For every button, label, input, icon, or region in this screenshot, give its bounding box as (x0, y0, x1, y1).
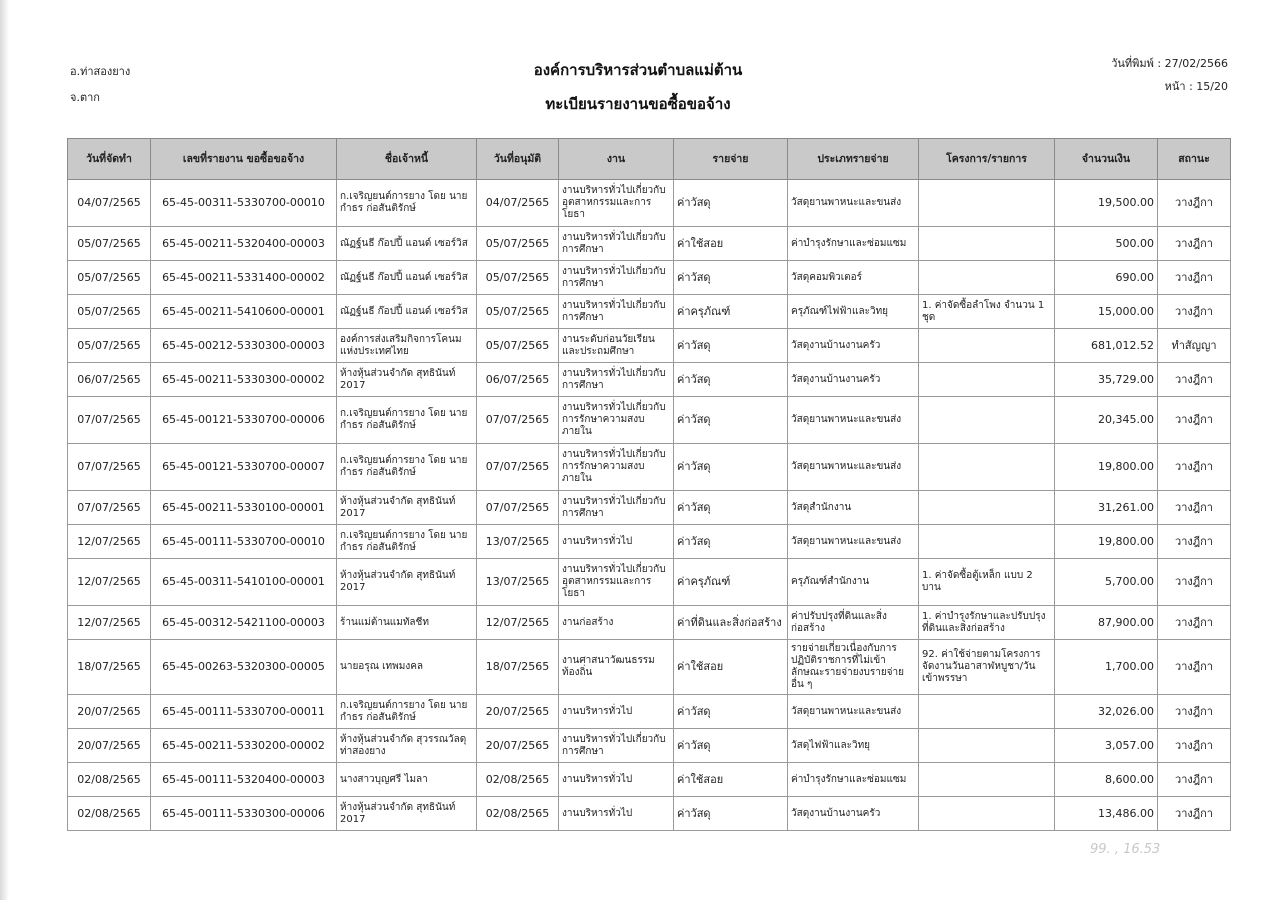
cell-date: 12/07/2565 (68, 525, 151, 559)
col-header-amount: จำนวนเงิน (1055, 139, 1158, 180)
cell-date: 07/07/2565 (68, 397, 151, 444)
cell-work: งานบริหารทั่วไปเกี่ยวกับการศึกษา (559, 227, 674, 261)
cell-status: วางฎีกา (1158, 227, 1231, 261)
cell-amount: 19,800.00 (1055, 525, 1158, 559)
cell-amount: 1,700.00 (1055, 640, 1158, 695)
register-table (67, 138, 1231, 831)
cell-approved: 07/07/2565 (477, 491, 559, 525)
cell-approved: 05/07/2565 (477, 261, 559, 295)
cell-project (919, 261, 1055, 295)
table-body (68, 180, 1231, 831)
cell-expense: ค่าวัสดุ (674, 797, 788, 831)
table-row (68, 227, 1231, 261)
cell-project (919, 227, 1055, 261)
table-row (68, 763, 1231, 797)
cell-type: ค่าบำรุงรักษาและซ่อมแซม (788, 763, 919, 797)
table-header (68, 139, 1231, 180)
cell-project (919, 444, 1055, 491)
cell-type: วัสดุงานบ้านงานครัว (788, 363, 919, 397)
cell-amount: 5,700.00 (1055, 559, 1158, 606)
cell-expense: ค่าใช้สอย (674, 763, 788, 797)
cell-date: 05/07/2565 (68, 261, 151, 295)
cell-status: วางฎีกา (1158, 606, 1231, 640)
table-row (68, 606, 1231, 640)
col-header-status: สถานะ (1158, 139, 1231, 180)
cell-creditor: ก.เจริญยนต์การยาง โดย นายกำธร ก่อสันติรักษ์ (337, 525, 477, 559)
cell-work: งานบริหารทั่วไปเกี่ยวกับการศึกษา (559, 295, 674, 329)
cell-ref: 65-45-00211-5330300-00002 (151, 363, 337, 397)
table-row (68, 363, 1231, 397)
cell-date: 12/07/2565 (68, 559, 151, 606)
cell-expense: ค่าวัสดุ (674, 180, 788, 227)
cell-expense: ค่าวัสดุ (674, 261, 788, 295)
table-row (68, 729, 1231, 763)
cell-project: 1. ค่าจัดซื้อลำโพง จำนวน 1 ชุด (919, 295, 1055, 329)
cell-ref: 65-45-00111-5330700-00010 (151, 525, 337, 559)
cell-approved: 05/07/2565 (477, 227, 559, 261)
cell-creditor: ห้างหุ้นส่วนจำกัด สุวรรณวัลดุ ท่าสองยาง (337, 729, 477, 763)
col-header-type: ประเภทรายจ่าย (788, 139, 919, 180)
cell-ref: 65-45-00121-5330700-00006 (151, 397, 337, 444)
cell-type: วัสดุยานพาหนะและขนส่ง (788, 180, 919, 227)
cell-date: 02/08/2565 (68, 797, 151, 831)
cell-type: วัสดุงานบ้านงานครัว (788, 797, 919, 831)
col-header-ref: เลขที่รายงาน ขอซื้อขอจ้าง (151, 139, 337, 180)
cell-amount: 8,600.00 (1055, 763, 1158, 797)
cell-creditor: ก.เจริญยนต์การยาง โดย นายกำธร ก่อสันติรักษ์ (337, 180, 477, 227)
cell-amount: 35,729.00 (1055, 363, 1158, 397)
cell-expense: ค่าใช้สอย (674, 227, 788, 261)
cell-ref: 65-45-00111-5320400-00003 (151, 763, 337, 797)
cell-expense: ค่าวัสดุ (674, 491, 788, 525)
cell-amount: 13,486.00 (1055, 797, 1158, 831)
cell-status: วางฎีกา (1158, 525, 1231, 559)
cell-project: 1. ค่าจัดซื้อตู้เหล็ก แบบ 2 บาน (919, 559, 1055, 606)
cell-date: 18/07/2565 (68, 640, 151, 695)
table-row (68, 695, 1231, 729)
cell-creditor: ก.เจริญยนต์การยาง โดย นายกำธร ก่อสันติรักษ์ (337, 695, 477, 729)
cell-approved: 06/07/2565 (477, 363, 559, 397)
cell-ref: 65-45-00211-5320400-00003 (151, 227, 337, 261)
cell-approved: 20/07/2565 (477, 729, 559, 763)
col-header-creditor: ชื่อเจ้าหนี้ (337, 139, 477, 180)
cell-approved: 02/08/2565 (477, 797, 559, 831)
cell-amount: 690.00 (1055, 261, 1158, 295)
cell-work: งานบริหารทั่วไปเกี่ยวกับอุตสาหกรรมและการโยธา (559, 180, 674, 227)
cell-approved: 05/07/2565 (477, 295, 559, 329)
cell-type: วัสดุงานบ้านงานครัว (788, 329, 919, 363)
cell-date: 20/07/2565 (68, 729, 151, 763)
cell-type: ครุภัณฑ์สำนักงาน (788, 559, 919, 606)
cell-type: ค่าปรับปรุงที่ดินและสิ่งก่อสร้าง (788, 606, 919, 640)
cell-status: วางฎีกา (1158, 444, 1231, 491)
cell-creditor: ห้างหุ้นส่วนจำกัด สุทธินันท์ 2017 (337, 363, 477, 397)
cell-approved: 20/07/2565 (477, 695, 559, 729)
cell-amount: 19,800.00 (1055, 444, 1158, 491)
cell-type: ครุภัณฑ์ไฟฟ้าและวิทยุ (788, 295, 919, 329)
cell-type: รายจ่ายเกี่ยวเนื่องกับการปฏิบัติราชการที่ไม่เข้าลักษณะรายจ่ายงบรายจ่ายอื่น ๆ (788, 640, 919, 695)
cell-date: 07/07/2565 (68, 491, 151, 525)
print-date: วันที่พิมพ์ : 27/02/2566 (1111, 57, 1228, 70)
cell-creditor: ณัฏฐ์นธี ก๊อปปี้ แอนด์ เซอร์วิส (337, 295, 477, 329)
cell-expense: ค่าวัสดุ (674, 363, 788, 397)
cell-creditor: ณัฏฐ์นธี ก๊อปปี้ แอนด์ เซอร์วิส (337, 261, 477, 295)
cell-work: งานก่อสร้าง (559, 606, 674, 640)
cell-work: งานบริหารทั่วไปเกี่ยวกับการรักษาความสงบภายใน (559, 397, 674, 444)
cell-status: วางฎีกา (1158, 295, 1231, 329)
cell-expense: ค่าวัสดุ (674, 695, 788, 729)
cell-creditor: ร้านแม่ต้านแมทัลชีท (337, 606, 477, 640)
cell-status: วางฎีกา (1158, 261, 1231, 295)
cell-date: 05/07/2565 (68, 329, 151, 363)
cell-work: งานบริหารทั่วไป (559, 695, 674, 729)
cell-date: 05/07/2565 (68, 227, 151, 261)
cell-date: 02/08/2565 (68, 763, 151, 797)
table-row (68, 180, 1231, 227)
cell-creditor: นางสาวบุญศรี ไมลา (337, 763, 477, 797)
cell-creditor: นายอรุณ เทพมงคล (337, 640, 477, 695)
cell-creditor: ณัฏฐ์นธี ก๊อปปี้ แอนด์ เซอร์วิส (337, 227, 477, 261)
cell-creditor: ห้างหุ้นส่วนจำกัด สุทธินันท์ 2017 (337, 797, 477, 831)
cell-status: วางฎีกา (1158, 491, 1231, 525)
cell-ref: 65-45-00311-5410100-00001 (151, 559, 337, 606)
table-row (68, 261, 1231, 295)
cell-amount: 3,057.00 (1055, 729, 1158, 763)
cell-approved: 05/07/2565 (477, 329, 559, 363)
cell-status: วางฎีกา (1158, 397, 1231, 444)
cell-ref: 65-45-00211-5410600-00001 (151, 295, 337, 329)
cell-project: 92. ค่าใช้จ่ายตามโครงการจัดงานวันอาสาฬหบูชา/วันเข้าพรรษา (919, 640, 1055, 695)
cell-ref: 65-45-00263-5320300-00005 (151, 640, 337, 695)
cell-approved: 04/07/2565 (477, 180, 559, 227)
cell-amount: 31,261.00 (1055, 491, 1158, 525)
cell-type: วัสดุยานพาหนะและขนส่ง (788, 695, 919, 729)
cell-status: วางฎีกา (1158, 559, 1231, 606)
col-header-approved: วันที่อนุมัติ (477, 139, 559, 180)
cell-creditor: องค์การส่งเสริมกิจการโคนมแห่งประเทศไทย (337, 329, 477, 363)
cell-expense: ค่าที่ดินและสิ่งก่อสร้าง (674, 606, 788, 640)
cell-project (919, 763, 1055, 797)
cell-ref: 65-45-00121-5330700-00007 (151, 444, 337, 491)
cell-amount: 87,900.00 (1055, 606, 1158, 640)
cell-status: วางฎีกา (1158, 763, 1231, 797)
cell-project (919, 797, 1055, 831)
table-row (68, 491, 1231, 525)
cell-date: 20/07/2565 (68, 695, 151, 729)
table-row (68, 444, 1231, 491)
cell-creditor: ก.เจริญยนต์การยาง โดย นายกำธร ก่อสันติรักษ์ (337, 444, 477, 491)
cell-type: วัสดุคอมพิวเตอร์ (788, 261, 919, 295)
cell-creditor: ห้างหุ้นส่วนจำกัด สุทธินันท์ 2017 (337, 559, 477, 606)
cell-expense: ค่าครุภัณฑ์ (674, 559, 788, 606)
cell-ref: 65-45-00111-5330700-00011 (151, 695, 337, 729)
report-title: ทะเบียนรายงานขอซื้อขอจ้าง (545, 95, 731, 113)
cell-status: วางฎีกา (1158, 797, 1231, 831)
cell-status: วางฎีกา (1158, 363, 1231, 397)
cell-project (919, 397, 1055, 444)
col-header-expense: รายจ่าย (674, 139, 788, 180)
cell-type: ค่าบำรุงรักษาและซ่อมแซม (788, 227, 919, 261)
cell-project (919, 329, 1055, 363)
cell-approved: 07/07/2565 (477, 444, 559, 491)
cell-ref: 65-45-00111-5330300-00006 (151, 797, 337, 831)
cell-expense: ค่าใช้สอย (674, 640, 788, 695)
cell-ref: 65-45-00312-5421100-00003 (151, 606, 337, 640)
cell-amount: 20,345.00 (1055, 397, 1158, 444)
cell-amount: 32,026.00 (1055, 695, 1158, 729)
org-title: องค์การบริหารส่วนตำบลแม่ต้าน (533, 61, 743, 79)
cell-creditor: ห้างหุ้นส่วนจำกัด สุทธินันท์ 2017 (337, 491, 477, 525)
cell-project (919, 363, 1055, 397)
cell-amount: 681,012.52 (1055, 329, 1158, 363)
cell-type: วัสดุไฟฟ้าและวิทยุ (788, 729, 919, 763)
cell-expense: ค่าครุภัณฑ์ (674, 295, 788, 329)
cell-work: งานบริหารทั่วไปเกี่ยวกับอุตสาหกรรมและการโยธา (559, 559, 674, 606)
cell-work: งานบริหารทั่วไปเกี่ยวกับการรักษาความสงบภายใน (559, 444, 674, 491)
cell-type: วัสดุยานพาหนะและขนส่ง (788, 525, 919, 559)
cell-project (919, 729, 1055, 763)
scan-edge (0, 0, 9, 900)
cell-project: 1. ค่าบำรุงรักษาและปรับปรุงที่ดินและสิ่งก่อสร้าง (919, 606, 1055, 640)
cell-ref: 65-45-00211-5330100-00001 (151, 491, 337, 525)
cell-approved: 13/07/2565 (477, 525, 559, 559)
cell-expense: ค่าวัสดุ (674, 329, 788, 363)
cell-project (919, 525, 1055, 559)
cell-ref: 65-45-00311-5330700-00010 (151, 180, 337, 227)
cell-approved: 02/08/2565 (477, 763, 559, 797)
cell-date: 04/07/2565 (68, 180, 151, 227)
province-label: จ.ตาก (70, 91, 100, 104)
cell-expense: ค่าวัสดุ (674, 525, 788, 559)
cell-type: วัสดุสำนักงาน (788, 491, 919, 525)
cell-status: วางฎีกา (1158, 695, 1231, 729)
cell-approved: 13/07/2565 (477, 559, 559, 606)
cell-type: วัสดุยานพาหนะและขนส่ง (788, 397, 919, 444)
page-number: หน้า : 15/20 (1164, 80, 1228, 93)
cell-ref: 65-45-00211-5331400-00002 (151, 261, 337, 295)
table-row (68, 559, 1231, 606)
district-label: อ.ท่าสองยาง (70, 65, 131, 78)
cell-status: วางฎีกา (1158, 640, 1231, 695)
col-header-project: โครงการ/รายการ (919, 139, 1055, 180)
table-row (68, 329, 1231, 363)
table-row (68, 295, 1231, 329)
cell-status: วางฎีกา (1158, 180, 1231, 227)
cell-work: งานบริหารทั่วไปเกี่ยวกับการศึกษา (559, 491, 674, 525)
cell-ref: 65-45-00212-5330300-00003 (151, 329, 337, 363)
cell-date: 12/07/2565 (68, 606, 151, 640)
cell-work: งานบริหารทั่วไป (559, 797, 674, 831)
cell-project (919, 695, 1055, 729)
cell-amount: 500.00 (1055, 227, 1158, 261)
header-row (68, 139, 1231, 180)
cell-status: ทำสัญญา (1158, 329, 1231, 363)
cell-work: งานบริหารทั่วไปเกี่ยวกับการศึกษา (559, 729, 674, 763)
cell-expense: ค่าวัสดุ (674, 729, 788, 763)
cell-amount: 19,500.00 (1055, 180, 1158, 227)
col-header-work: งาน (559, 139, 674, 180)
cell-date: 07/07/2565 (68, 444, 151, 491)
cell-amount: 15,000.00 (1055, 295, 1158, 329)
cell-approved: 07/07/2565 (477, 397, 559, 444)
cell-status: วางฎีกา (1158, 729, 1231, 763)
table-row (68, 797, 1231, 831)
cell-project (919, 491, 1055, 525)
cell-creditor: ก.เจริญยนต์การยาง โดย นายกำธร ก่อสันติรักษ์ (337, 397, 477, 444)
table-row (68, 397, 1231, 444)
cell-expense: ค่าวัสดุ (674, 444, 788, 491)
cell-work: งานศาสนาวัฒนธรรมท้องถิ่น (559, 640, 674, 695)
cell-type: วัสดุยานพาหนะและขนส่ง (788, 444, 919, 491)
cell-work: งานระดับก่อนวัยเรียนและประถมศึกษา (559, 329, 674, 363)
cell-work: งานบริหารทั่วไปเกี่ยวกับการศึกษา (559, 363, 674, 397)
cell-work: งานบริหารทั่วไป (559, 763, 674, 797)
cell-expense: ค่าวัสดุ (674, 397, 788, 444)
table-row (68, 525, 1231, 559)
cell-project (919, 180, 1055, 227)
cell-ref: 65-45-00211-5330200-00002 (151, 729, 337, 763)
cell-date: 06/07/2565 (68, 363, 151, 397)
cell-work: งานบริหารทั่วไปเกี่ยวกับการศึกษา (559, 261, 674, 295)
cell-date: 05/07/2565 (68, 295, 151, 329)
cell-work: งานบริหารทั่วไป (559, 525, 674, 559)
cell-approved: 18/07/2565 (477, 640, 559, 695)
table-row (68, 640, 1231, 695)
col-header-date: วันที่จัดทำ (68, 139, 151, 180)
cell-approved: 12/07/2565 (477, 606, 559, 640)
handwritten-note: 99. , 16.53 (1090, 842, 1161, 857)
